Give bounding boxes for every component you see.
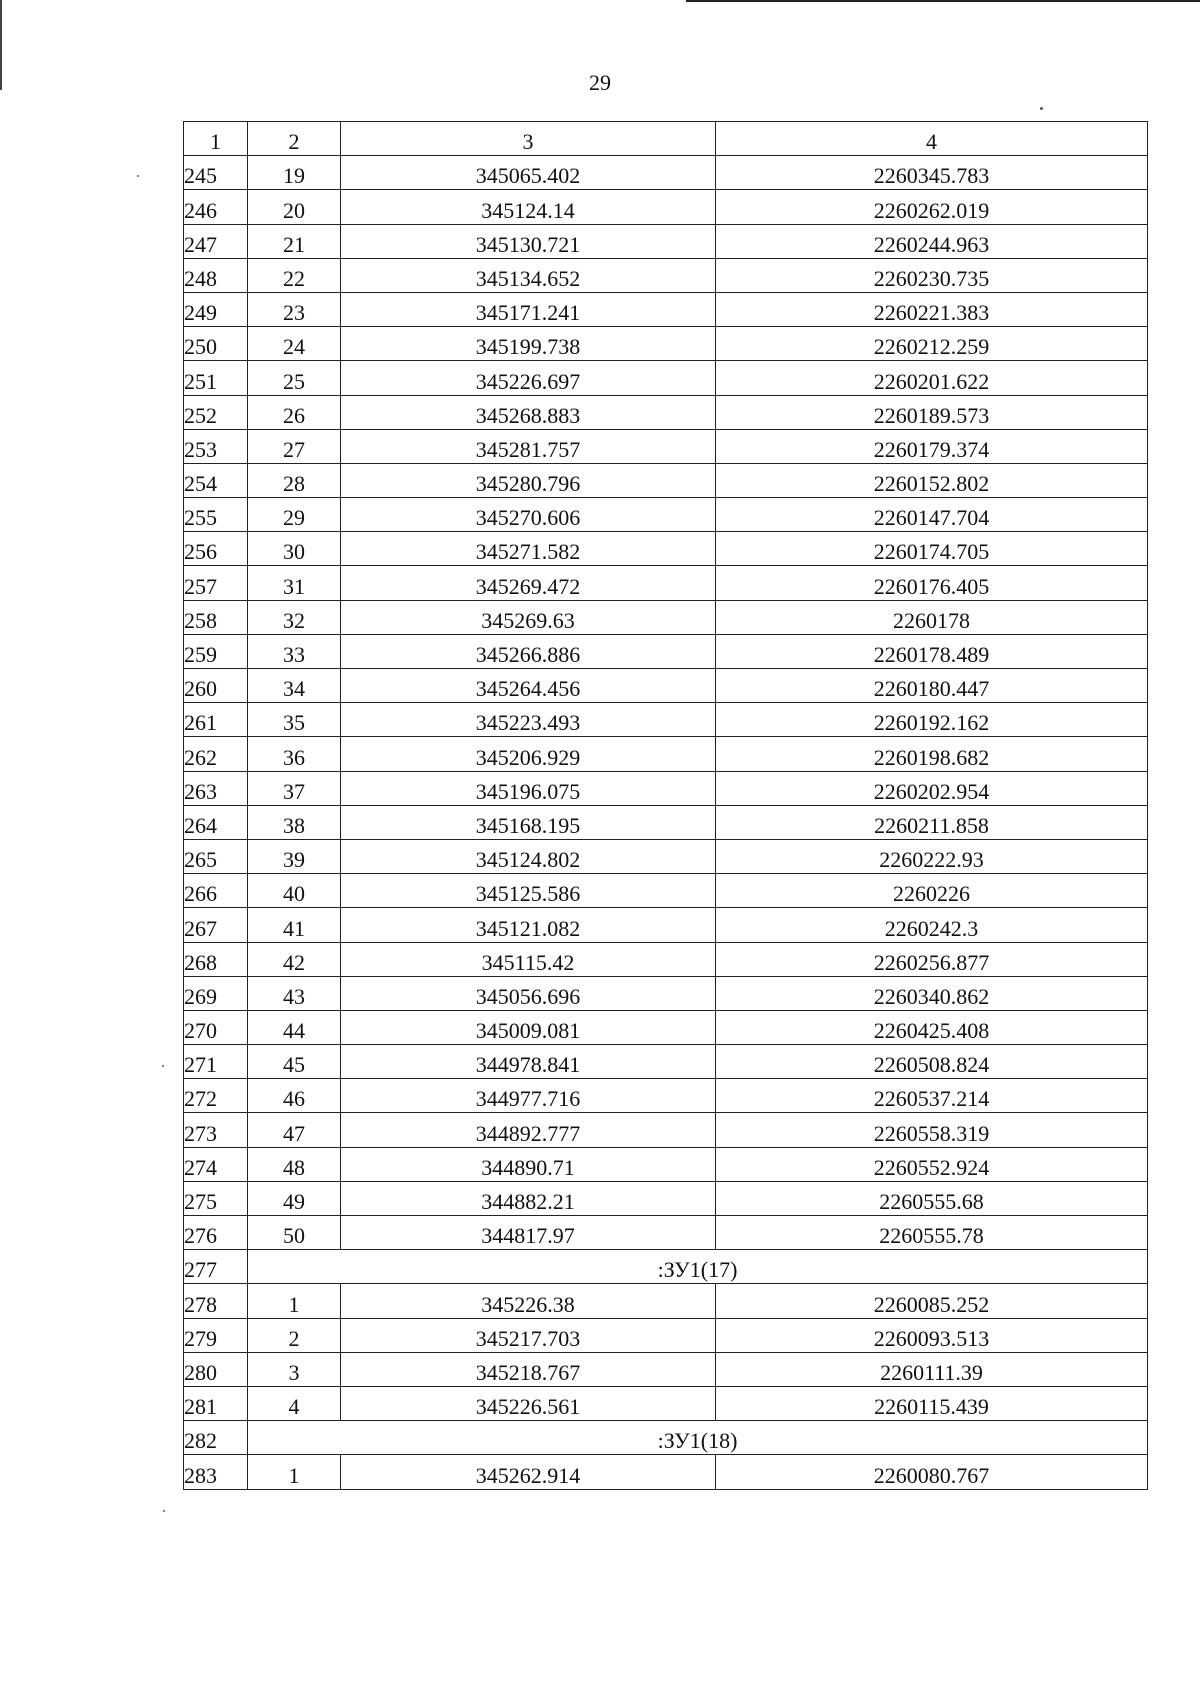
x-coordinate-cell: 344890.71 bbox=[341, 1147, 716, 1181]
y-coordinate-cell: 2260222.93 bbox=[716, 839, 1148, 873]
top-edge-line bbox=[686, 0, 1200, 2]
point-number-cell: 49 bbox=[248, 1181, 341, 1215]
coordinates-table bbox=[183, 121, 1148, 1490]
point-number-cell: 4 bbox=[248, 1386, 341, 1420]
table-row bbox=[184, 292, 1148, 326]
x-coordinate-cell: 344977.716 bbox=[341, 1079, 716, 1113]
table-row bbox=[184, 1147, 1148, 1181]
y-coordinate-cell: 2260147.704 bbox=[716, 498, 1148, 532]
point-number-cell: 28 bbox=[248, 463, 341, 497]
y-coordinate-cell: 2260242.3 bbox=[716, 908, 1148, 942]
table-row bbox=[184, 361, 1148, 395]
table-row bbox=[184, 190, 1148, 224]
point-number-cell: 1 bbox=[248, 1455, 341, 1489]
table-row bbox=[184, 1318, 1148, 1352]
x-coordinate-cell: 344978.841 bbox=[341, 1045, 716, 1079]
row-index-cell: 280 bbox=[184, 1352, 248, 1386]
point-number-cell: 38 bbox=[248, 805, 341, 839]
point-number-cell: 22 bbox=[248, 258, 341, 292]
point-number-cell: 23 bbox=[248, 292, 341, 326]
y-coordinate-cell: 2260425.408 bbox=[716, 1010, 1148, 1044]
y-coordinate-cell: 2260192.162 bbox=[716, 703, 1148, 737]
row-index-cell: 251 bbox=[184, 361, 248, 395]
table-row bbox=[184, 1455, 1148, 1489]
point-number-cell: 43 bbox=[248, 976, 341, 1010]
point-number-cell: 36 bbox=[248, 737, 341, 771]
table-row bbox=[184, 1045, 1148, 1079]
table-row bbox=[184, 156, 1148, 190]
point-number-cell: 45 bbox=[248, 1045, 341, 1079]
x-coordinate-cell: 345065.402 bbox=[341, 156, 716, 190]
x-coordinate-cell: 345270.606 bbox=[341, 498, 716, 532]
y-coordinate-cell: 2260178.489 bbox=[716, 634, 1148, 668]
table-row bbox=[184, 1284, 1148, 1318]
row-index-cell: 247 bbox=[184, 224, 248, 258]
x-coordinate-cell: 345009.081 bbox=[341, 1010, 716, 1044]
x-coordinate-cell: 345199.738 bbox=[341, 327, 716, 361]
row-index-cell: 255 bbox=[184, 498, 248, 532]
point-number-cell: 44 bbox=[248, 1010, 341, 1044]
row-index-cell: 253 bbox=[184, 429, 248, 463]
y-coordinate-cell: 2260111.39 bbox=[716, 1352, 1148, 1386]
table-row bbox=[184, 942, 1148, 976]
point-number-cell: 32 bbox=[248, 600, 341, 634]
table-row bbox=[184, 258, 1148, 292]
table-body bbox=[184, 156, 1148, 1489]
row-index-cell: 268 bbox=[184, 942, 248, 976]
x-coordinate-cell: 345134.652 bbox=[341, 258, 716, 292]
point-number-cell: 27 bbox=[248, 429, 341, 463]
row-index-cell: 273 bbox=[184, 1113, 248, 1147]
table-row bbox=[184, 566, 1148, 600]
row-index-cell: 261 bbox=[184, 703, 248, 737]
point-number-cell: 3 bbox=[248, 1352, 341, 1386]
y-coordinate-cell: 2260178 bbox=[716, 600, 1148, 634]
point-number-cell: 34 bbox=[248, 669, 341, 703]
row-index-cell: 283 bbox=[184, 1455, 248, 1489]
y-coordinate-cell: 2260174.705 bbox=[716, 532, 1148, 566]
row-index-cell: 265 bbox=[184, 839, 248, 873]
table-row bbox=[184, 634, 1148, 668]
x-coordinate-cell: 345125.586 bbox=[341, 874, 716, 908]
table-row bbox=[184, 1216, 1148, 1250]
point-number-cell: 46 bbox=[248, 1079, 341, 1113]
table-row bbox=[184, 224, 1148, 258]
table-row bbox=[184, 1352, 1148, 1386]
row-index-cell: 269 bbox=[184, 976, 248, 1010]
point-number-cell: 1 bbox=[248, 1284, 341, 1318]
table-row bbox=[184, 737, 1148, 771]
y-coordinate-cell: 2260152.802 bbox=[716, 463, 1148, 497]
section-title-cell: :ЗУ1(18) bbox=[248, 1421, 1148, 1455]
scan-speck bbox=[162, 1065, 164, 1067]
point-number-cell: 29 bbox=[248, 498, 341, 532]
point-number-cell: 39 bbox=[248, 839, 341, 873]
point-number-cell: 50 bbox=[248, 1216, 341, 1250]
y-coordinate-cell: 2260226 bbox=[716, 874, 1148, 908]
x-coordinate-cell: 345218.767 bbox=[341, 1352, 716, 1386]
table-row bbox=[184, 1079, 1148, 1113]
x-coordinate-cell: 345223.493 bbox=[341, 703, 716, 737]
row-index-cell: 275 bbox=[184, 1181, 248, 1215]
point-number-cell: 30 bbox=[248, 532, 341, 566]
x-coordinate-cell: 345269.472 bbox=[341, 566, 716, 600]
row-index-cell: 259 bbox=[184, 634, 248, 668]
row-index-cell: 250 bbox=[184, 327, 248, 361]
row-index-cell: 260 bbox=[184, 669, 248, 703]
y-coordinate-cell: 2260180.447 bbox=[716, 669, 1148, 703]
table-header-row bbox=[184, 122, 1148, 156]
point-number-cell: 19 bbox=[248, 156, 341, 190]
x-coordinate-cell: 345271.582 bbox=[341, 532, 716, 566]
row-index-cell: 257 bbox=[184, 566, 248, 600]
row-index-cell: 264 bbox=[184, 805, 248, 839]
y-coordinate-cell: 2260345.783 bbox=[716, 156, 1148, 190]
y-coordinate-cell: 2260198.682 bbox=[716, 737, 1148, 771]
table-row bbox=[184, 429, 1148, 463]
y-coordinate-cell: 2260555.68 bbox=[716, 1181, 1148, 1215]
row-index-cell: 276 bbox=[184, 1216, 248, 1250]
header-cell-2: 2 bbox=[248, 122, 341, 156]
table-row bbox=[184, 600, 1148, 634]
x-coordinate-cell: 344892.777 bbox=[341, 1113, 716, 1147]
table-row bbox=[184, 1113, 1148, 1147]
y-coordinate-cell: 2260230.735 bbox=[716, 258, 1148, 292]
x-coordinate-cell: 345280.796 bbox=[341, 463, 716, 497]
y-coordinate-cell: 2260080.767 bbox=[716, 1455, 1148, 1489]
row-index-cell: 258 bbox=[184, 600, 248, 634]
y-coordinate-cell: 2260085.252 bbox=[716, 1284, 1148, 1318]
table-row bbox=[184, 1010, 1148, 1044]
row-index-cell: 274 bbox=[184, 1147, 248, 1181]
y-coordinate-cell: 2260537.214 bbox=[716, 1079, 1148, 1113]
x-coordinate-cell: 345130.721 bbox=[341, 224, 716, 258]
y-coordinate-cell: 2260202.954 bbox=[716, 771, 1148, 805]
table-row bbox=[184, 839, 1148, 873]
header-cell-1: 1 bbox=[184, 122, 248, 156]
y-coordinate-cell: 2260244.963 bbox=[716, 224, 1148, 258]
point-number-cell: 37 bbox=[248, 771, 341, 805]
x-coordinate-cell: 345226.697 bbox=[341, 361, 716, 395]
row-index-cell: 246 bbox=[184, 190, 248, 224]
table-row bbox=[184, 1181, 1148, 1215]
y-coordinate-cell: 2260179.374 bbox=[716, 429, 1148, 463]
scan-speck bbox=[1040, 107, 1043, 110]
section-row bbox=[184, 1250, 1148, 1284]
section-row bbox=[184, 1421, 1148, 1455]
x-coordinate-cell: 345124.14 bbox=[341, 190, 716, 224]
row-index-cell: 256 bbox=[184, 532, 248, 566]
point-number-cell: 47 bbox=[248, 1113, 341, 1147]
table-row bbox=[184, 874, 1148, 908]
y-coordinate-cell: 2260221.383 bbox=[716, 292, 1148, 326]
x-coordinate-cell: 345206.929 bbox=[341, 737, 716, 771]
y-coordinate-cell: 2260211.858 bbox=[716, 805, 1148, 839]
x-coordinate-cell: 345217.703 bbox=[341, 1318, 716, 1352]
y-coordinate-cell: 2260508.824 bbox=[716, 1045, 1148, 1079]
row-index-cell: 272 bbox=[184, 1079, 248, 1113]
table-row bbox=[184, 976, 1148, 1010]
table-row bbox=[184, 908, 1148, 942]
table-row bbox=[184, 463, 1148, 497]
point-number-cell: 40 bbox=[248, 874, 341, 908]
row-index-cell: 270 bbox=[184, 1010, 248, 1044]
point-number-cell: 25 bbox=[248, 361, 341, 395]
x-coordinate-cell: 345262.914 bbox=[341, 1455, 716, 1489]
table-row bbox=[184, 395, 1148, 429]
x-coordinate-cell: 345266.886 bbox=[341, 634, 716, 668]
y-coordinate-cell: 2260115.439 bbox=[716, 1386, 1148, 1420]
row-index-cell: 271 bbox=[184, 1045, 248, 1079]
y-coordinate-cell: 2260558.319 bbox=[716, 1113, 1148, 1147]
point-number-cell: 31 bbox=[248, 566, 341, 600]
page-number: 29 bbox=[589, 70, 611, 95]
point-number-cell: 2 bbox=[248, 1318, 341, 1352]
row-index-cell: 267 bbox=[184, 908, 248, 942]
point-number-cell: 48 bbox=[248, 1147, 341, 1181]
section-title-cell: :ЗУ1(17) bbox=[248, 1250, 1148, 1284]
x-coordinate-cell: 345168.195 bbox=[341, 805, 716, 839]
y-coordinate-cell: 2260555.78 bbox=[716, 1216, 1148, 1250]
point-number-cell: 41 bbox=[248, 908, 341, 942]
x-coordinate-cell: 345056.696 bbox=[341, 976, 716, 1010]
row-index-cell: 281 bbox=[184, 1386, 248, 1420]
row-index-cell: 278 bbox=[184, 1284, 248, 1318]
point-number-cell: 42 bbox=[248, 942, 341, 976]
table-row bbox=[184, 771, 1148, 805]
point-number-cell: 33 bbox=[248, 634, 341, 668]
point-number-cell: 26 bbox=[248, 395, 341, 429]
x-coordinate-cell: 345124.802 bbox=[341, 839, 716, 873]
y-coordinate-cell: 2260340.862 bbox=[716, 976, 1148, 1010]
table-row bbox=[184, 703, 1148, 737]
x-coordinate-cell: 345171.241 bbox=[341, 292, 716, 326]
x-coordinate-cell: 344817.97 bbox=[341, 1216, 716, 1250]
table-row bbox=[184, 805, 1148, 839]
row-index-cell: 266 bbox=[184, 874, 248, 908]
y-coordinate-cell: 2260552.924 bbox=[716, 1147, 1148, 1181]
y-coordinate-cell: 2260176.405 bbox=[716, 566, 1148, 600]
x-coordinate-cell: 345264.456 bbox=[341, 669, 716, 703]
scan-speck bbox=[137, 175, 139, 177]
point-number-cell: 24 bbox=[248, 327, 341, 361]
row-index-cell: 277 bbox=[184, 1250, 248, 1284]
y-coordinate-cell: 2260256.877 bbox=[716, 942, 1148, 976]
table-row bbox=[184, 532, 1148, 566]
y-coordinate-cell: 2260093.513 bbox=[716, 1318, 1148, 1352]
row-index-cell: 263 bbox=[184, 771, 248, 805]
x-coordinate-cell: 345121.082 bbox=[341, 908, 716, 942]
row-index-cell: 279 bbox=[184, 1318, 248, 1352]
x-coordinate-cell: 345196.075 bbox=[341, 771, 716, 805]
header-cell-4: 4 bbox=[716, 122, 1148, 156]
y-coordinate-cell: 2260201.622 bbox=[716, 361, 1148, 395]
table-row bbox=[184, 498, 1148, 532]
point-number-cell: 21 bbox=[248, 224, 341, 258]
row-index-cell: 282 bbox=[184, 1421, 248, 1455]
y-coordinate-cell: 2260262.019 bbox=[716, 190, 1148, 224]
x-coordinate-cell: 345269.63 bbox=[341, 600, 716, 634]
scan-speck bbox=[163, 1510, 165, 1512]
row-index-cell: 254 bbox=[184, 463, 248, 497]
row-index-cell: 248 bbox=[184, 258, 248, 292]
row-index-cell: 249 bbox=[184, 292, 248, 326]
table-row bbox=[184, 669, 1148, 703]
y-coordinate-cell: 2260189.573 bbox=[716, 395, 1148, 429]
table-row bbox=[184, 1386, 1148, 1420]
header-cell-3: 3 bbox=[341, 122, 716, 156]
row-index-cell: 245 bbox=[184, 156, 248, 190]
x-coordinate-cell: 345281.757 bbox=[341, 429, 716, 463]
table-row bbox=[184, 327, 1148, 361]
x-coordinate-cell: 345115.42 bbox=[341, 942, 716, 976]
y-coordinate-cell: 2260212.259 bbox=[716, 327, 1148, 361]
x-coordinate-cell: 344882.21 bbox=[341, 1181, 716, 1215]
x-coordinate-cell: 345226.38 bbox=[341, 1284, 716, 1318]
row-index-cell: 262 bbox=[184, 737, 248, 771]
x-coordinate-cell: 345268.883 bbox=[341, 395, 716, 429]
row-index-cell: 252 bbox=[184, 395, 248, 429]
point-number-cell: 20 bbox=[248, 190, 341, 224]
x-coordinate-cell: 345226.561 bbox=[341, 1386, 716, 1420]
point-number-cell: 35 bbox=[248, 703, 341, 737]
